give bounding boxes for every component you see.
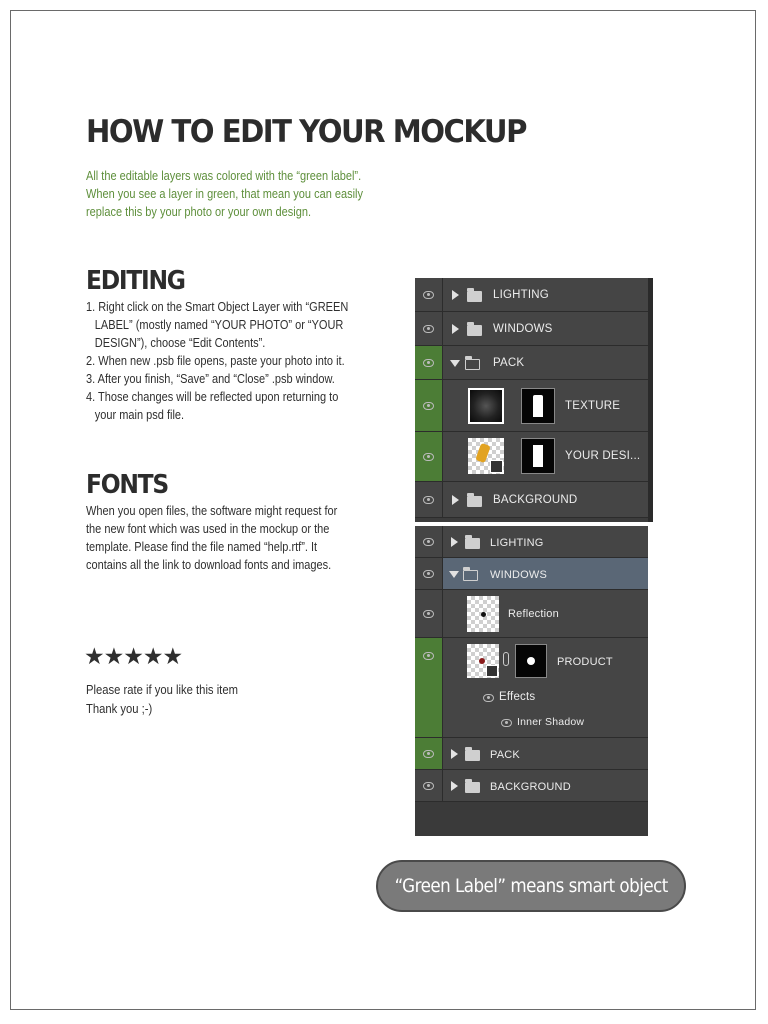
layer-name: LIGHTING [493,289,549,301]
layers-panel-1 [415,278,653,522]
layer-mask-thumbnail [521,388,555,424]
expand-arrow-icon[interactable] [451,537,458,547]
rating-text [86,681,238,719]
step-line: DESIGN”), choose “Edit Contents”. [94,336,266,350]
smart-object-badge-icon [490,460,503,473]
eye-icon [423,652,434,660]
layer-row-product[interactable] [415,638,648,738]
layer-row-your-design[interactable] [415,432,648,482]
folder-icon [467,496,482,507]
visibility-toggle[interactable] [415,432,443,481]
intro-line: replace this by your photo or your own design. [86,205,312,219]
visibility-toggle[interactable] [415,638,443,737]
green-label-badge [376,860,686,912]
visibility-toggle[interactable] [415,738,443,769]
expand-arrow-icon[interactable] [452,290,459,300]
expand-arrow-icon[interactable] [451,749,458,759]
eye-icon[interactable] [483,694,494,702]
folder-icon [465,750,480,761]
page-title: HOW TO EDIT YOUR MOCKUP [86,114,526,150]
layer-row-windows[interactable] [415,558,648,590]
layer-name: PRODUCT [557,656,613,668]
link-icon[interactable] [503,652,509,666]
step-line: 2. When new .psb file opens, paste your photo into it. [86,354,345,368]
intro-line: When you see a layer in green, that mean you can easily [86,187,363,201]
layer-name: YOUR DESI... [565,450,641,462]
visibility-toggle[interactable] [415,590,443,637]
step-line: 3. After you finish, “Save” and “Close” .psb window. [86,372,335,386]
fonts-line: template. Please find the file named “help.rtf”. It [86,540,318,554]
step-line: 1. Right click on the Smart Object Layer with “GREEN [86,300,349,314]
eye-icon [423,610,434,618]
smart-object-thumbnail [468,438,504,474]
visibility-toggle[interactable] [415,482,443,517]
layer-name: WINDOWS [493,323,553,335]
layer-name: BACKGROUND [493,494,578,506]
layer-row-lighting[interactable] [415,278,648,312]
layer-name: BACKGROUND [490,781,571,793]
layer-row-background[interactable] [415,770,648,802]
eye-icon [423,453,434,461]
visibility-toggle[interactable] [415,312,443,345]
fonts-line: the new font which was used in the mockup or the [86,522,330,536]
layer-name: PACK [493,357,525,369]
layer-row-windows[interactable] [415,312,648,346]
fonts-line: contains all the link to download fonts and images. [86,558,332,572]
expand-arrow-icon[interactable] [452,495,459,505]
layer-mask-thumbnail [521,438,555,474]
folder-icon [467,291,482,302]
expand-arrow-icon[interactable] [452,324,459,334]
fonts-text [86,502,337,574]
expand-arrow-icon[interactable] [451,781,458,791]
open-folder-icon [463,570,478,581]
eye-icon [423,325,434,333]
open-folder-icon [465,359,480,370]
eye-icon [423,402,434,410]
eye-icon [423,750,434,758]
layer-name: WINDOWS [490,569,548,581]
visibility-toggle[interactable] [415,380,443,431]
step-line: LABEL” (mostly named “YOUR PHOTO” or “YOUR [94,318,344,332]
visibility-toggle[interactable] [415,770,443,801]
fonts-line: When you open files, the software might request for [86,504,338,518]
rating-stars: ★★★★★ [84,644,183,670]
collapse-arrow-icon[interactable] [449,571,459,578]
step-line: your main psd file. [94,408,185,422]
layer-row-lighting[interactable] [415,526,648,558]
folder-icon [467,325,482,336]
layer-row-background[interactable] [415,482,648,518]
layer-name: LIGHTING [490,537,544,549]
visibility-toggle[interactable] [415,278,443,311]
eye-icon [423,782,434,790]
intro-text [86,167,376,221]
collapse-arrow-icon[interactable] [450,360,460,367]
layer-row-reflection[interactable] [415,590,648,638]
eye-icon [423,570,434,578]
editing-steps [86,298,348,424]
layer-row-pack[interactable] [415,738,648,770]
visibility-toggle[interactable] [415,526,443,557]
folder-icon [465,782,480,793]
smart-object-badge-icon [486,665,498,677]
visibility-toggle[interactable] [415,558,443,589]
layer-row-texture[interactable] [415,380,648,432]
eye-icon[interactable] [501,719,512,727]
effects-label: Effects [499,691,536,703]
effect-name: Inner Shadow [517,716,585,728]
layer-row-pack[interactable] [415,346,648,380]
folder-icon [465,538,480,549]
badge-text: “Green Label” means smart object [394,875,668,897]
layer-name: TEXTURE [565,400,621,412]
eye-icon [423,291,434,299]
layer-mask-thumbnail [515,644,547,678]
rating-line: Thank you ;-) [86,702,153,716]
eye-icon [423,496,434,504]
visibility-toggle[interactable] [415,346,443,379]
fonts-heading: FONTS [86,470,168,500]
eye-icon [423,538,434,546]
layer-name: Reflection [508,608,559,620]
layer-thumbnail [467,596,499,632]
smart-object-thumbnail [467,644,499,678]
layer-thumbnail [468,388,504,424]
eye-icon [423,359,434,367]
step-line: 4. Those changes will be reflected upon returning to [86,390,339,404]
rating-line: Please rate if you like this item [86,683,238,697]
intro-line: All the editable layers was colored with the “green label”. [86,169,362,183]
layer-name: PACK [490,749,520,761]
layers-panel-2 [415,526,648,836]
editing-heading: EDITING [86,266,185,296]
